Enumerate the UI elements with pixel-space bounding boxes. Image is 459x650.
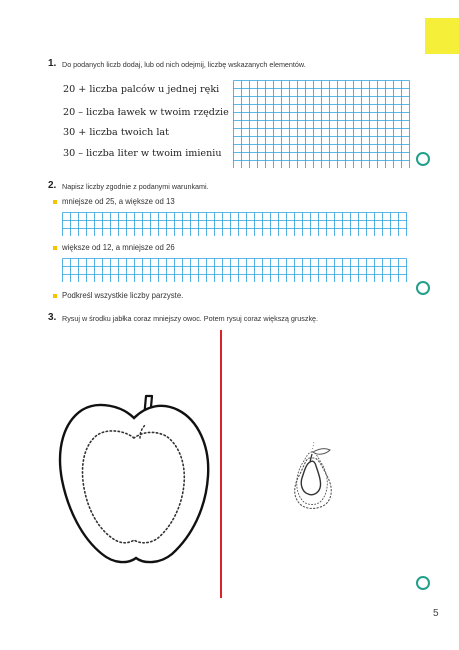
task3-instruction: Rysuj w środku jabłka coraz mniejszy owoc. Potem rysuj coraz większą gruszkę. — [62, 314, 319, 323]
task3-check-circle[interactable] — [416, 576, 430, 590]
apple-drawing[interactable] — [58, 388, 210, 570]
pear-drawing[interactable] — [286, 418, 340, 512]
divider-line — [220, 330, 222, 598]
task1-answer-grid[interactable] — [233, 80, 411, 168]
task1-check-circle[interactable] — [416, 152, 430, 166]
task2-bullet-1 — [53, 200, 57, 204]
task1-instruction: Do podanych liczb dodaj, lub od nich odejmij, liczbę wskazanych elementów. — [62, 60, 306, 69]
task1-row-1: 20 + liczba palców u jednej ręki — [63, 84, 220, 95]
task2-item-3: Podkreśl wszystkie liczby parzyste. — [62, 291, 184, 300]
task2-bullet-2 — [53, 246, 57, 250]
task1-row-3: 30 + liczba twoich lat — [63, 127, 169, 138]
task2-item-2: większe od 12, a mniejsze od 26 — [62, 243, 175, 252]
task1-row-2: 20 – liczba ławek w twoim rzędzie — [63, 107, 229, 118]
task2-bullet-3 — [53, 294, 57, 298]
task2-number: 2. — [48, 180, 57, 191]
task1-row-4: 30 – liczba liter w twoim imieniu — [63, 148, 222, 159]
task3-number: 3. — [48, 312, 57, 323]
task2-answer-grid-2[interactable] — [62, 258, 410, 282]
task2-answer-grid-1[interactable] — [62, 212, 410, 236]
task2-check-circle[interactable] — [416, 281, 430, 295]
task2-instruction: Napisz liczby zgodnie z podanymi warunkami. — [62, 182, 209, 191]
page-number: 5 — [433, 608, 439, 619]
task2-item-1: mniejsze od 25, a większe od 13 — [62, 197, 175, 206]
corner-tab — [425, 18, 459, 54]
task1-number: 1. — [48, 58, 57, 69]
